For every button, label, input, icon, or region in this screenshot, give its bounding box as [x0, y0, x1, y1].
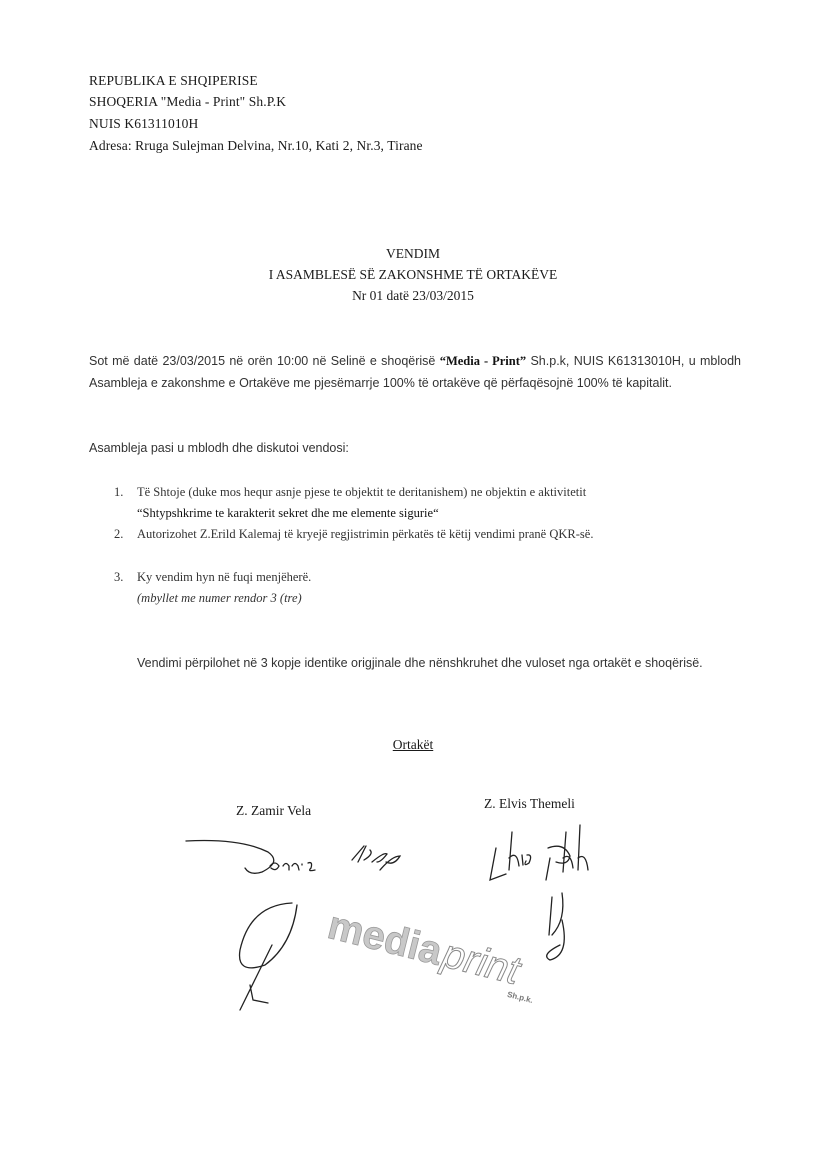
company-stamp: [322, 903, 544, 1005]
partners-heading: Ortakët: [392, 737, 434, 752]
decided-text: Asambleja pasi u mblodh dhe diskutoi vendosi:: [89, 441, 349, 455]
title-assembly: I ASAMBLESË SË ZAKONSHME TË ORTAKËVE: [268, 267, 558, 282]
signature-elvis-themeli: [490, 825, 588, 960]
header-address: Adresa: Rruga Sulejman Delvina, Nr.10, Kati 2, Nr.3, Tirane: [89, 138, 423, 153]
partner-name: Z. Zamir Vela: [236, 803, 312, 818]
header-republic: REPUBLIKA E SHQIPERISE: [89, 73, 258, 88]
item-subtext: “Shtypshkrime te karakterit sekret dhe me elemente sigurie“: [137, 506, 439, 520]
stamp-logo-text-print: print: [438, 931, 525, 994]
item-subtext: (mbyllet me numer rendor 3 (tre): [137, 591, 302, 605]
header-company: SHOQERIA "Media - Print" Sh.P.K: [89, 94, 287, 109]
stamp-logo-text: media: [323, 903, 447, 974]
intro-company: “Media - Print”: [439, 354, 527, 368]
partner-name: Z. Elvis Themeli: [484, 796, 575, 811]
item-number: 3.: [114, 570, 124, 584]
closing-paragraph: Vendimi përpilohet në 3 kopje identike origjinale dhe nënshkruhet dhe vuloset nga ortakët e shoqërisë.: [137, 656, 703, 670]
intro-text: Sot më datë 23/03/2015 në orën 10:00 në Selinë e shoqërisë: [89, 354, 440, 368]
item-text: Ky vendim hyn në fuqi menjëherë.: [137, 570, 312, 584]
item-text: Të Shtoje (duke mos hequr asnje pjese te objektit te deritanishem) ne objektin e aktivitetit: [137, 485, 587, 499]
item-text: Autorizohet Z.Erild Kalemaj të kryejë regjistrimin përkatës të këtij vendimi pranë QKR-së.: [137, 527, 594, 541]
item-number: 2.: [114, 527, 124, 541]
header-nuis: NUIS K61311010H: [89, 116, 199, 131]
intro-text-rest: Sh.p.k, NUIS K61313010H, u mblodh Asambleja e zakonshme e Ortakëve me pjesëmarrje 100% të ortakëve që përfaqësojnë 100% të kapitalit.: [89, 354, 741, 390]
item-number: 1.: [114, 485, 124, 499]
stamp-logo-sub: Sh.p.k.: [506, 989, 534, 1005]
title-number-date: Nr 01 datë 23/03/2015: [352, 288, 474, 303]
title-vendim: VENDIM: [386, 246, 440, 261]
